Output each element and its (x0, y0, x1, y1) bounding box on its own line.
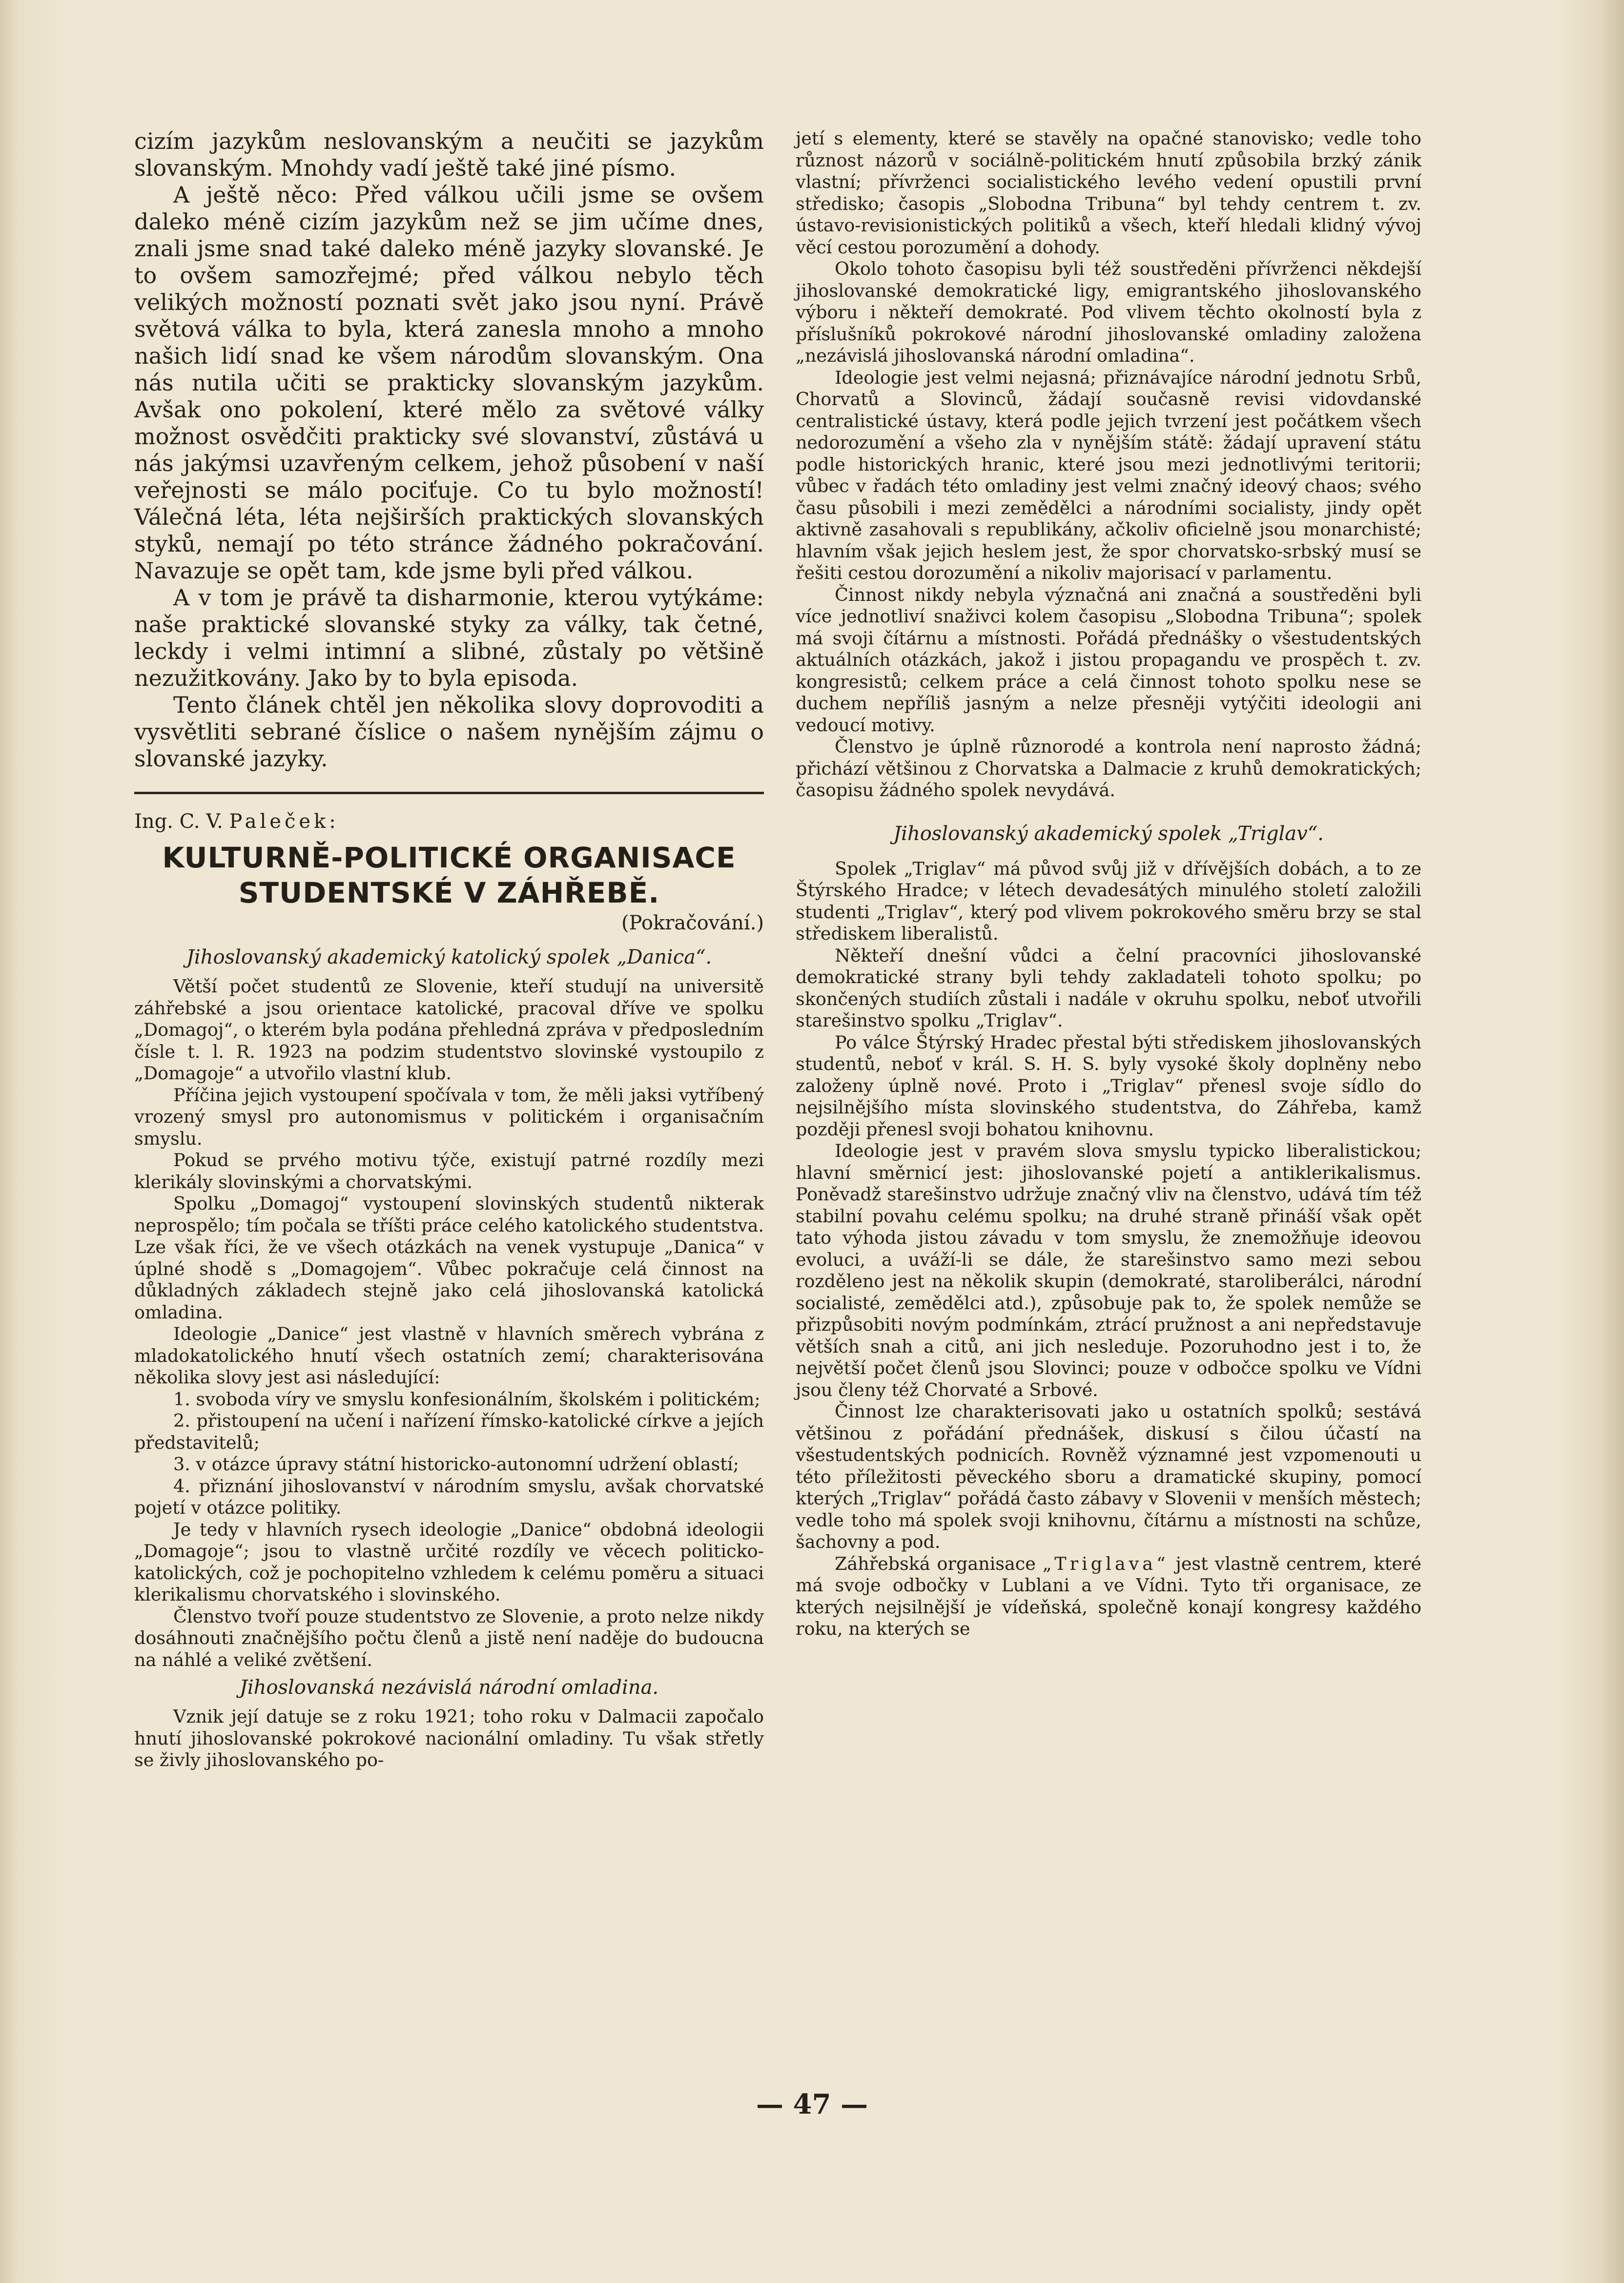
paragraph: Po válce Štýrský Hradec přestal býti střediskem jihoslovanských studentů, neboť v král. S. H. S. byly vysoké školy doplněny nebo založeny úplně nové. Proto i „Triglav“ přenesl svoje sídlo do nejsilnějšího místa slovinského studentstva, do Záhřeba, kamž později přenesl svoji bohatou knihovnu. (796, 1031, 1421, 1140)
paragraph: Tento článek chtěl jen několika slovy doprovoditi a vysvětliti sebrané číslice o našem nynějším zájmu o slovanské jazyky. (134, 692, 764, 772)
right-column (796, 128, 1421, 1640)
left-column (134, 128, 764, 1771)
list-item: 3. v otázce úpravy státní historicko-autonomní udržení oblastí; (173, 1454, 739, 1475)
list-item: 4. přiznání jihoslovanství v národním smyslu, avšak chorvatské pojetí v otázce politiky. (134, 1475, 764, 1518)
paragraph: Je tedy v hlavních rysech ideologie „Danice“ obdobná ideologii „Domagoje“; jsou to vlastně určité rozdíly ve věcech politicko-katolických, což je pochopitelno vzhledem k celému poměru a situaci klerikalismu chorvatského i slovinského. (134, 1519, 764, 1605)
paragraph-rest: jest vlastně centrem, které má svoje odbočky v Lublani a ve Vídni. Tyto tři organisace, ze kterých nejsilnější je vídeňská, společně konají kongresy každého roku, na kterých se (796, 1553, 1421, 1639)
paragraph (796, 1553, 1421, 1640)
paragraph: Někteří dnešní vůdci a čelní pracovníci jihoslovanské demokratické strany byli tehdy zakladateli tohoto spolku; po skončených studiích zůstali i nadále v okruhu spolku, neboť utvořili starešinstvo spolku „Triglav“. (796, 945, 1421, 1031)
paragraph: Pokud se prvého motivu týče, existují patrné rozdíly mezi klerikály slovinskými a chorvatskými. (134, 1150, 764, 1193)
paragraph: Příčina jejich vystoupení spočívala v tom, že měli jaksi vytříbený vrozený smysl pro autonomismus v politickém i organisačním smyslu. (134, 1084, 764, 1149)
article-title (134, 840, 764, 910)
paragraph: Spolku „Domagoj“ vystoupení slovinských studentů nikterak neprospělo; tím počala se tříšti práce celého katolického studentstva. Lze však říci, že ve všech otázkách na venek vystupuje „Danica“ v úplné shodě s „Domagojem“. Vůbec pokračuje celá činnost na důkladných základech stejně jako celá jihoslovanská katolická omladina. (134, 1193, 764, 1323)
paragraph: Členstvo tvoří pouze studentstvo ze Slovenie, a proto nelze nikdy dosáhnouti značnějšího počtu členů a jistě není naděje do budoucna na náhlé a veliké zvětšení. (134, 1605, 764, 1670)
article-title-line-1: KULTURNĚ-POLITICKÉ ORGANISACE (162, 841, 736, 874)
paragraph: Vznik její datuje se z roku 1921; toho roku v Dalmacii započalo hnutí jihoslovanské pokrokové nacionální omladiny. Tu však střetly se živly jihoslovanského po- (134, 1706, 764, 1770)
paragraph: Ideologie jest v pravém slova smyslu typicko liberalistickou; hlavní směrnicí jest: jihoslovanské pojetí a antiklerikalismus. Poněvadž starešinstvo udržuje značný vliv na členstvo, udává tím též stabilní povahu celému spolku; na druhé straně přináší však opět tato výhoda jistou závadu v tom smyslu, že znemožňuje ideovou evoluci, a uváží-li se dále, že starešinstvo samo mezi sebou rozděleno jest na několik skupin (demokraté, staroliberálci, národní socialisté, zemědělci atd.), způsobuje pak to, že spolek nemůže se přizpůsobiti novým podmínkám, ztrácí pružnost a ani nepředstavuje větších snah a citů, ani jich nesleduje. Pozoruhodno jest i to, že největší počet členů jsou Slovinci; pouze v odbočce spolku ve Vídni jsou členy též Chorvaté a Srbové. (796, 1140, 1421, 1400)
essay-conclusion (134, 128, 764, 772)
author-prefix: Ing. C. V. (134, 810, 223, 833)
paragraph: Členstvo je úplně různorodé a kontrola není naprosto žádná; přichází většinou z Chorvatska a Dalmacie z kruhů demokratických; časopisu žádného spolek nevydává. (796, 736, 1421, 801)
list-item: 1. svoboda víry ve smyslu konfesionálním, školském i politickém; (173, 1388, 761, 1410)
paragraph: cizím jazykům neslovanským a neučiti se jazykům slovanským. Mnohdy vadí ještě také jiné písmo. (134, 128, 764, 181)
paragraph: Spolek „Triglav“ má původ svůj již v dřívějších dobách, a to ze Štýrského Hradce; v létech devadesátých minulého století založili studenti „Triglav“, který pod vlivem pokrokového směru brzy se stal střediskem liberalistů. (796, 858, 1421, 944)
author-byline (134, 809, 764, 834)
author-name: Paleček: (229, 810, 339, 833)
paragraph: Činnost nikdy nebyla význačná ani značná a soustředěni byli více jednotliví snaživci kolem časopisu „Slobodna Tribuna“; spolek má svoji čítárnu a místnosti. Pořádá přednášky o všestudentských aktuálních otázkách, jakož i jistou propagandu ve prospěch t. zv. kongresistů; celkem práce a celá činnost tohoto spolku nese se duchem nepříliš jasným a nelze přesněji vytýčiti ideologii ani vedoucí motivy. (796, 584, 1421, 736)
paragraph: A v tom je právě ta disharmonie, kterou vytýkáme: naše praktické slovanské styky za války, tak četné, leckdy i velmi intimní a slibné, zůstaly po většině nezužitkovány. Jako by to byla episoda. (134, 584, 764, 691)
organisation-name: „Triglava“ (1042, 1553, 1169, 1574)
section-heading-omladina: Jihoslovanská nezávislá národní omladina. (239, 1676, 659, 1699)
list-item: 2. přistoupení na učení i nařízení římsko-katolické církve a jejích představitelů; (134, 1410, 764, 1453)
continued-note: (Pokračování.) (621, 912, 764, 934)
paragraph: Ideologie jest velmi nejasná; přiznávajíce národní jednotu Srbů, Chorvatů a Slovinců, žádají současně revisi vidovdanské centralistické ústavy, která podle jejich tvrzení jest počátkem všech nedorozumění a všeho zla v nynějším státě: žádají upravení státu podle historických hranic, které jsou mezi jednotlivými teritorii; vůbec v řadách této omladiny jest velmi značný ideový chaos; svého času působili i mezi zemědělci a národními socialisty, jindy opět aktivně zasahovali s republikány, ačkoliv oficielně jsou monarchisté; hlavním však jejich heslem jest, že spor chorvatsko-srbský musí se řešiti cestou dorozumění a nikoliv majorisací v parlamentu. (796, 367, 1421, 583)
paragraph: jetí s elementy, které se stavěly na opačné stanovisko; vedle toho různost názorů v sociálně-politickém hnutí způsobila brzký zánik vlastní; přívrženci socialistického levého vedení opustili první středisko; časopis „Slobodna Tribuna“ byl tehdy centrem t. zv. ústavo-revisionistických politiků a všech, kteří hledali klidný vývoj věcí cestou porozumění a dohody. (796, 128, 1421, 258)
paragraph: A ještě něco: Před válkou učili jsme se ovšem daleko méně cizím jazykům než se jim učíme dnes, znali jsme snad také daleko méně jazyky slovanské. Je to ovšem samozřejmé; před válkou nebylo těch velikých možností poznati svět jako jsou nyní. Právě světová válka to byla, která zanesla mnoho a mnoho našich lidí snad ke všem národům slovanským. Ona nás nutila učiti se prakticky slovanským jazykům. Avšak ono pokolení, které mělo za světové války možnost osvědčiti prakticky své slovanství, zůstává u nás jakýmsi uzavřeným celkem, jehož působení v naší veřejnosti se málo pociťuje. Co tu bylo možností! Válečná léta, léta nejširších praktických slovanských styků, nemají po této stránce žádného pokračování. Navazuje se opět tam, kde jsme byli před válkou. (134, 182, 764, 584)
paragraph: Ideologie „Danice“ jest vlastně v hlavních směrech vybrána z mladokatolického hnutí všech ostatních zemí; charakterisována několika slovy jest asi následující: (134, 1323, 764, 1388)
article-body-left (134, 944, 764, 1771)
section-heading-triglav: Jihoslovanský akademický spolek „Triglav“. (893, 822, 1324, 845)
paragraph: Činnost lze charakterisovati jako u ostatních spolků; sestává většinou z pořádání přednášek, diskusí s čilou účastí na všestudentských podnicích. Rovněž významné jest vzpomenouti u této příležitosti pěveckého sboru a dramatické skupiny, pomocí kterých „Triglav“ pořádá často zábavy v Slovenii v menších městech; vedle toho má spolek svoji knihovnu, čítárnu a místnosti na schůze, šachovny a pod. (796, 1401, 1421, 1552)
paragraph: Větší počet studentů ze Slovenie, kteří studují na universitě záhřebské a jsou orientace katolické, pracoval dříve ve spolku „Domagoj“, o kterém byla podána přehledná zpráva v předposledním čísle t. l. R. 1923 na podzim studentstvo slovinské vystoupilo z „Domagoje“ a utvořilo vlastní klub. (134, 976, 764, 1084)
paragraph: Okolo tohoto časopisu byli též soustředěni přívrženci někdejší jihoslovanské demokratické ligy, emigrantského jihoslovanského výboru i někteří demokraté. Pod vlivem těchto okolností byla z příslušníků pokrokové národní jihoslovanské omladiny založena „nezávislá jihoslovanská národní omladina“. (796, 258, 1421, 366)
section-heading-danica: Jihoslovanský akademický katolický spolek „Danica“. (186, 946, 712, 968)
page-number: — 47 — (756, 2088, 868, 2120)
article-title-line-2: STUDENTSKÉ V ZÁHŘEBĚ. (238, 876, 660, 909)
paragraph-lead: Záhřebská organisace (835, 1553, 1036, 1574)
section-divider (134, 792, 764, 794)
